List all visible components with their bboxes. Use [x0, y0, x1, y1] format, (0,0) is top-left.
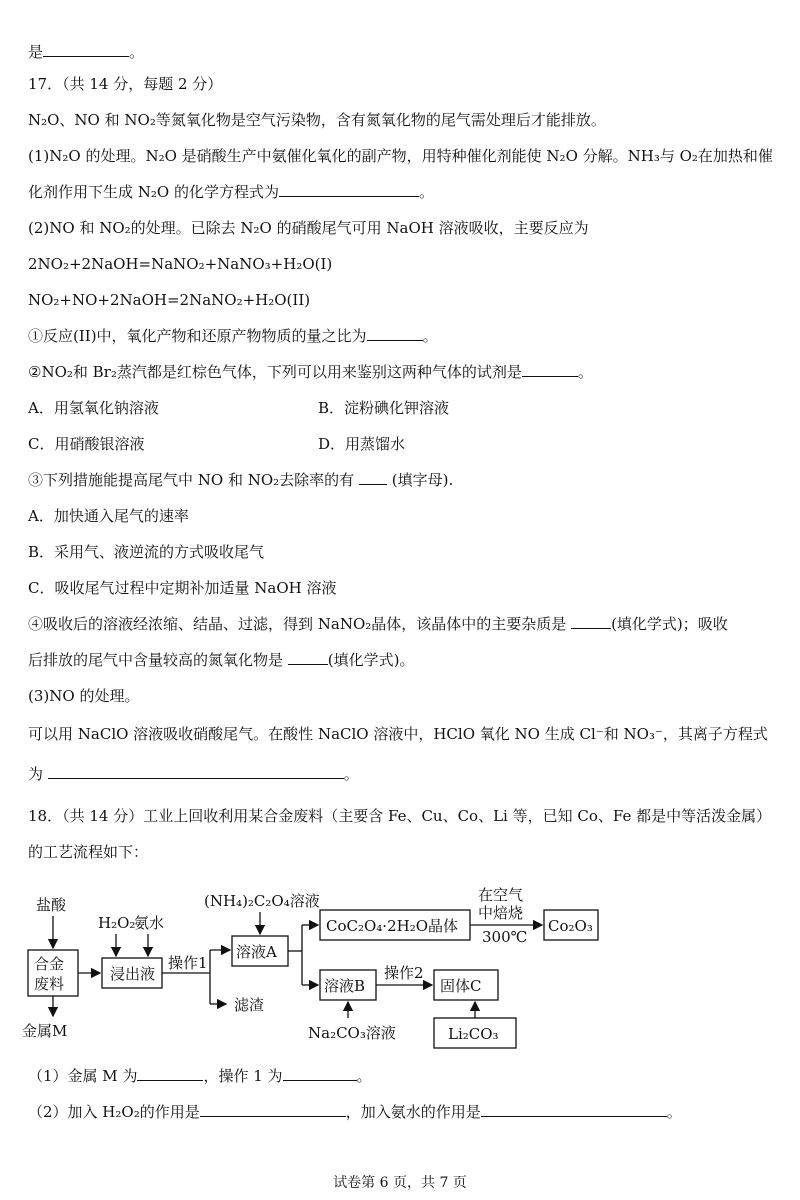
options-row-2 — [28, 434, 728, 454]
answer-blank[interactable] — [137, 1066, 203, 1081]
page-footer: 试卷第 6 页，共 7 页 — [333, 1175, 467, 1191]
answer-blank[interactable] — [522, 362, 578, 377]
answer-blank[interactable] — [283, 1066, 357, 1081]
q17-part3-answer: 为 。 — [28, 765, 359, 783]
label-oxalate: (NH₄)₂C₂O₄溶液 — [204, 892, 320, 910]
label-operation-1: 操作1 — [168, 954, 208, 972]
answer-blank[interactable] — [43, 42, 129, 57]
label-temp: 300℃ — [482, 928, 528, 946]
answer-blank[interactable] — [48, 764, 344, 779]
option-c[interactable]: C．用硝酸银溶液 — [28, 435, 145, 453]
option-d[interactable]: D．用蒸馏水 — [318, 435, 406, 453]
reaction-1: 2NO₂+2NaOH=NaNO₂+NaNO₃+H₂O(I) — [28, 255, 333, 273]
label-solution-a: 溶液A — [236, 943, 277, 961]
label-metal-m: 金属M — [22, 1022, 68, 1040]
label-residue: 滤渣 — [234, 996, 265, 1014]
answer-blank[interactable] — [200, 1102, 346, 1117]
q17-sub1: ①反应(II)中，氧化产物和还原产物物质的量之比为 。 — [28, 327, 438, 345]
q17-sub2: ②NO₂和 Br₂蒸汽都是红棕色气体，下列可以用来鉴别这两种气体的试剂是 。 — [28, 363, 593, 381]
q17-part1-cont: 化剂作用下生成 N₂O 的化学方程式为 。 — [28, 183, 434, 201]
label-leachate: 浸出液 — [110, 965, 156, 983]
q17-part1: (1)N₂O 的处理。N₂O 是硝酸生产中氨催化氧化的副产物，用特种催化剂能使 N₂O 分解。NH₃与 O₂在加热和催 — [28, 147, 773, 165]
option-b[interactable]: B．淀粉碘化钾溶液 — [318, 399, 450, 417]
label-solution-b: 溶液B — [324, 977, 366, 995]
q18-intro: 的工艺流程如下： — [28, 843, 149, 861]
q17-part3-text: 可以用 NaClO 溶液吸收硝酸尾气。在酸性 NaClO 溶液中，HClO 氧化 NO 生成 Cl⁻和 NO₃⁻，其离子方程式 — [28, 725, 768, 743]
q17-header: 17．（共 14 分，每题 2 分） — [28, 75, 223, 93]
answer-blank[interactable] — [288, 650, 328, 665]
answer-blank[interactable] — [367, 326, 423, 341]
label-li2co3: Li₂CO₃ — [448, 1025, 499, 1043]
q17-intro: N₂O、NO 和 NO₂等氮氧化物是空气污染物，含有氮氧化物的尾气需处理后才能排放。 — [28, 111, 606, 129]
answer-blank[interactable] — [571, 614, 611, 629]
measure-c: C．吸收尾气过程中定期补加适量 NaOH 溶液 — [28, 579, 337, 597]
q17-sub4-cont: 后排放的尾气中含量较高的氮氧化物是 (填化学式)。 — [28, 651, 415, 669]
label-na2co3: Na₂CO₃溶液 — [308, 1024, 396, 1042]
measure-a: A．加快通入尾气的速率 — [28, 507, 189, 525]
label-alloy-1: 合金 — [34, 955, 65, 973]
q17-sub4: ④吸收后的溶液经浓缩、结晶、过滤，得到 NaNO₂晶体，该晶体中的主要杂质是 (填化学式)；吸收 — [28, 615, 728, 633]
q17-part2: (2)NO 和 NO₂的处理。已除去 N₂O 的硝酸尾气可用 NaOH 溶液吸收，主要反应为 — [28, 219, 589, 237]
q18-sub1: （1）金属 M 为 ，操作 1 为 。 — [28, 1067, 372, 1085]
answer-blank[interactable] — [279, 182, 419, 197]
process-flowchart — [20, 878, 660, 1058]
q17-part3: (3)NO 的处理。 — [28, 687, 140, 705]
label-roast-2: 中焙烧 — [478, 904, 524, 922]
measure-b: B．采用气、液逆流的方式吸收尾气 — [28, 543, 265, 561]
option-a[interactable]: A．用氢氧化钠溶液 — [28, 399, 159, 417]
q18-sub2: （2）加入 H₂O₂的作用是 ，加入氨水的作用是 。 — [28, 1103, 682, 1121]
label-hcl: 盐酸 — [36, 896, 67, 914]
label-alloy-2: 废料 — [34, 975, 65, 993]
answer-blank[interactable] — [481, 1102, 667, 1117]
answer-blank[interactable] — [359, 470, 387, 485]
reaction-2: NO₂+NO+2NaOH=2NaNO₂+H₂O(II) — [28, 291, 311, 309]
label-roast-1: 在空气 — [478, 886, 524, 904]
label-solid-c: 固体C — [440, 977, 482, 995]
label-co2o3: Co₂O₃ — [548, 917, 593, 935]
q17-sub3: ③下列措施能提高尾气中 NO 和 NO₂去除率的有 (填字母). — [28, 471, 454, 489]
q16-tail: 是 。 — [28, 43, 145, 61]
label-operation-2: 操作2 — [384, 964, 424, 982]
q18-header: 18．（共 14 分）工业上回收利用某合金废料（主要含 Fe、Cu、Co、Li 等，已知 Co、Fe 都是中等活泼金属） — [28, 807, 772, 825]
label-h2o2: H₂O₂ — [98, 914, 136, 932]
label-ammonia: 氨水 — [134, 914, 165, 932]
options-row-1 — [28, 398, 728, 418]
label-crystal: CoC₂O₄·2H₂O晶体 — [326, 917, 459, 935]
